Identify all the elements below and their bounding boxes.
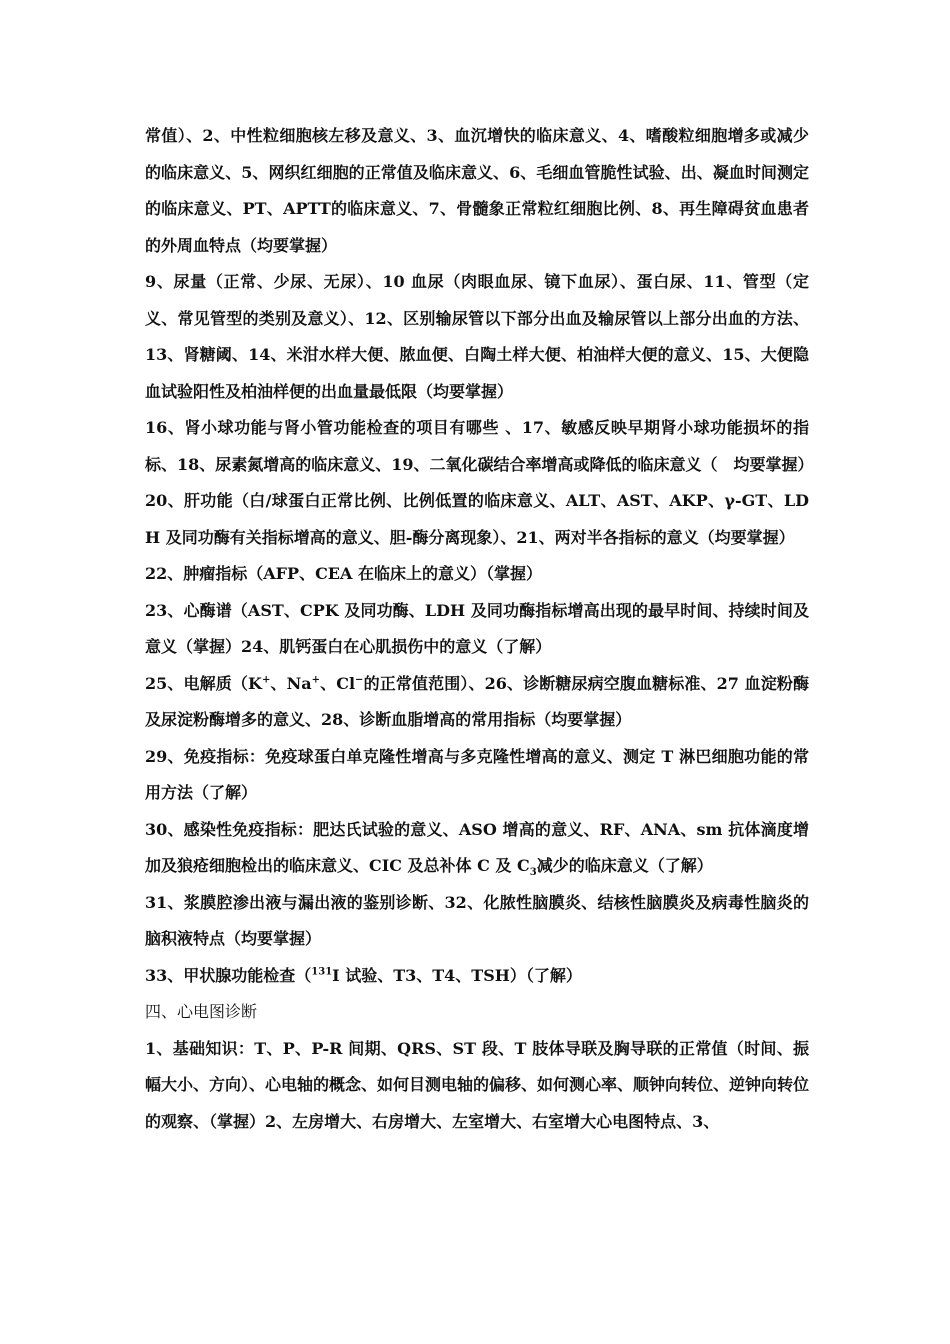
paragraph-tumor-markers: 22、肿瘤指标（AFP、CEA 在临床上的意义）（掌握）: [145, 564, 542, 583]
infection-text-pre: 30、感染性免疫指标：肥达氏试验的意义、ASO 增高的意义、RF、ANA、sm 抗体滴度增加及狼疮细胞检出的临床意义、CIC 及总补体 C 及 C: [145, 819, 809, 875]
electrolytes-text-mid2: 、Cl: [319, 673, 356, 693]
iodine-isotope-superscript: 131: [311, 966, 333, 978]
thyroid-text-post: I 试验、T3、T4、TSH）（了解）: [332, 965, 582, 985]
infection-text-post: 减少的临床意义（了解）: [536, 856, 713, 875]
electrolytes-text-pre: 25、电解质（K: [145, 673, 262, 693]
section-heading-ecg: 四、心电图诊断: [145, 1002, 258, 1021]
paragraph-urine-stool: 9、尿量（正常、少尿、无尿）、10 血尿（肉眼血尿、镜下血尿）、蛋白尿、11、管型（定义、常见管型的类别及意义）、12、区别输尿管以下部分出血及输尿管以上部分出血的方法、13、肾糖阈、14、米泔水样大便、脓血便、白陶土样大便、柏油样大便的意义、15、大便隐血试验阳性及柏油样便的出血量最低限（均要掌握）: [145, 272, 809, 401]
document-body: [145, 118, 814, 1140]
paragraph-thyroid-function: [145, 958, 809, 995]
electrolytes-text-mid1: 、Na: [270, 673, 312, 693]
paragraph-ecg-basics: 1、基础知识：T、P、P-R 间期、QRS、ST 段、T 肢体导联及胸导联的正常值（时间、振幅大小、方向）、心电轴的概念、如何目测电轴的偏移、如何测心率、顺钟向转位、逆钟向转位的观察、（掌握）2、左房增大、右房增大、左室增大、右室增大心电图特点、3、: [145, 1038, 810, 1131]
electrolytes-text-post: 的正常值范围）、26、诊断糖尿病空腹血糖标准、27 血淀粉酶及尿淀粉酶增多的意义、28、诊断血脂增高的常用指标（均要掌握）: [145, 673, 809, 729]
sodium-charge: +: [311, 674, 320, 686]
paragraph-cardiac-enzymes: 23、心酶谱（AST、CPK 及同功酶、LDH 及同功酶指标增高出现的最早时间、持续时间及意义（掌握）24、肌钙蛋白在心肌损伤中的意义（了解）: [145, 600, 809, 656]
complement-subscript: 3: [529, 867, 537, 879]
chloride-charge: −: [355, 674, 364, 686]
paragraph-blood-tests: 常值）、2、中性粒细胞核左移及意义、3、血沉增快的临床意义、4、嗜酸粒细胞增多或减少的临床意义、5、网织红细胞的正常值及临床意义、6、毛细血管脆性试验、出、凝血时间测定的临床意义、PT、APTT的临床意义、7、骨髓象正常粒红细胞比例、8、再生障碍贫血患者的外周血特点（均要掌握）: [145, 126, 809, 255]
paragraph-renal-function: 16、肾小球功能与肾小管功能检查的项目有哪些 、17、敏感反映早期肾小球功能损坏的指标、18、尿素氮增高的临床意义、19、二氧化碳结合率增高或降低的临床意义（ 均要掌握）: [145, 418, 814, 474]
thyroid-text-pre: 33、甲状腺功能检查（: [145, 965, 312, 985]
paragraph-serous-fluid-csf: 31、浆膜腔渗出液与漏出液的鉴别诊断、32、化脓性脑膜炎、结核性脑膜炎及病毒性脑炎的脑积液特点（均要掌握）: [145, 892, 809, 948]
paragraph-electrolytes: [145, 666, 809, 739]
potassium-charge: +: [261, 674, 271, 686]
paragraph-immune-indicators: 29、免疫指标：免疫球蛋白单克隆性增高与多克隆性增高的意义、测定 T 淋巴细胞功能的常用方法（了解）: [145, 746, 809, 802]
paragraph-liver-function: 20、肝功能（白/球蛋白正常比例、比例低置的临床意义、ALT、AST、AKP、γ-GT、LDH 及同功酶有关指标增高的意义、胆-酶分离现象）、21、两对半各指标的意义（均要掌握）: [145, 491, 809, 547]
paragraph-infection-immunity: [145, 812, 809, 885]
